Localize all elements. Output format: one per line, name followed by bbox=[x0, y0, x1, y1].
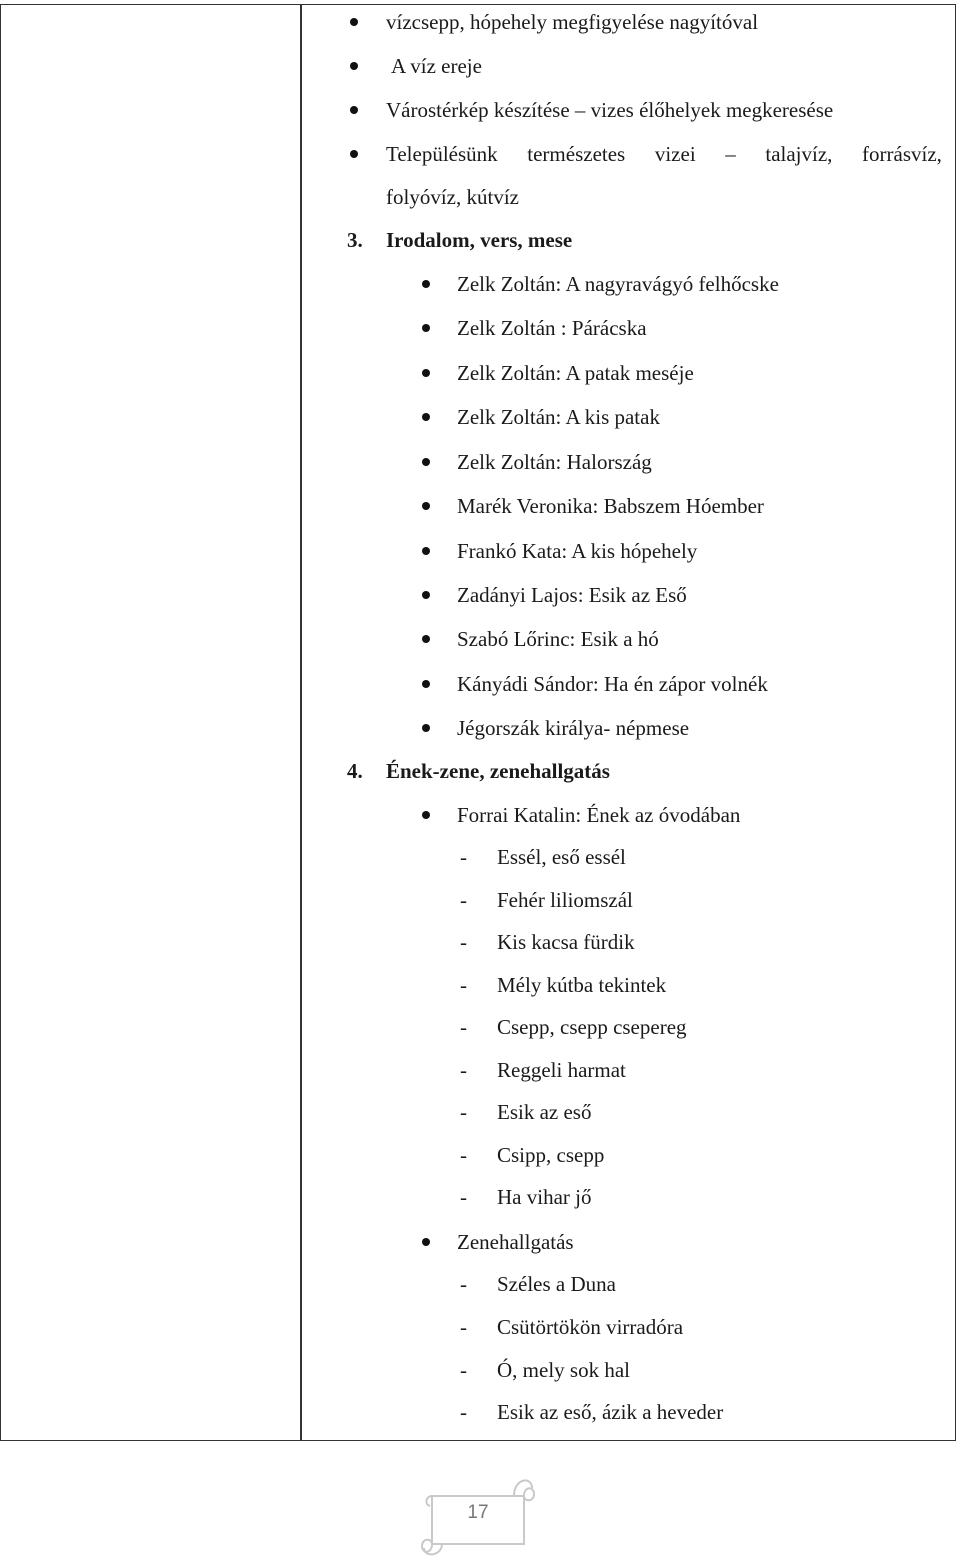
bullet-icon bbox=[350, 150, 358, 158]
list-item: Csütörtökön virradóra bbox=[497, 1315, 684, 1339]
list-item: A víz ereje bbox=[391, 54, 482, 78]
list-item: Ha vihar jő bbox=[497, 1185, 592, 1209]
bullet-icon bbox=[422, 324, 430, 332]
list-item: Csepp, csepp csepereg bbox=[497, 1015, 687, 1039]
dash-marker: - bbox=[460, 1358, 467, 1382]
list-item: Esik az eső, ázik a heveder bbox=[497, 1400, 724, 1424]
column-divider bbox=[300, 5, 302, 1440]
dash-marker: - bbox=[460, 1400, 467, 1424]
bullet-icon bbox=[422, 811, 430, 819]
list-item: Esik az eső bbox=[497, 1100, 592, 1124]
word: vizei bbox=[654, 142, 696, 166]
list-item: Mély kútba tekintek bbox=[497, 973, 667, 997]
list-item: Zelk Zoltán : Párácska bbox=[457, 316, 647, 340]
list-item: Széles a Duna bbox=[497, 1272, 616, 1296]
dash-marker: - bbox=[460, 973, 467, 997]
list-item: Kányádi Sándor: Ha én zápor volnék bbox=[457, 672, 768, 696]
bullet-icon bbox=[350, 106, 358, 114]
dash-marker: - bbox=[460, 1185, 467, 1209]
list-item: Kis kacsa fürdik bbox=[497, 930, 635, 954]
dash-marker: - bbox=[460, 930, 467, 954]
list-item: Jégorszák királya- népmese bbox=[457, 716, 690, 740]
list-item: Zelk Zoltán: Halország bbox=[457, 450, 652, 474]
bullet-icon bbox=[422, 547, 430, 555]
bullet-icon bbox=[422, 458, 430, 466]
word: természetes bbox=[527, 142, 626, 166]
list-item: Frankó Kata: A kis hópehely bbox=[457, 539, 698, 563]
bullet-icon bbox=[422, 502, 430, 510]
word: forrásvíz, bbox=[862, 142, 942, 166]
bullet-icon bbox=[350, 62, 358, 70]
bullet-icon bbox=[422, 680, 430, 688]
list-item: Zelk Zoltán: A patak meséje bbox=[457, 361, 694, 385]
bullet-icon bbox=[422, 369, 430, 377]
list-item: Reggeli harmat bbox=[497, 1058, 626, 1082]
bullet-icon bbox=[422, 280, 430, 288]
list-item bbox=[386, 142, 942, 166]
list-item: Marék Veronika: Babszem Hóember bbox=[457, 494, 764, 518]
list-item: Szabó Lőrinc: Esik a hó bbox=[457, 627, 659, 651]
list-item-continuation: folyóvíz, kútvíz bbox=[386, 185, 519, 209]
dash-marker: - bbox=[460, 1058, 467, 1082]
section-number: 3. bbox=[347, 228, 363, 252]
word: talajvíz, bbox=[765, 142, 833, 166]
list-item: Essél, eső essél bbox=[497, 845, 626, 869]
list-item: vízcsepp, hópehely megfigyelése nagyítóval bbox=[386, 10, 759, 34]
dash-marker: - bbox=[460, 1015, 467, 1039]
page-number-scroll bbox=[420, 1474, 536, 1558]
left-cell bbox=[1, 5, 300, 1440]
dash-marker: - bbox=[460, 1272, 467, 1296]
list-item: Fehér liliomszál bbox=[497, 888, 633, 912]
dash-marker: - bbox=[460, 888, 467, 912]
list-item: Zelk Zoltán: A kis patak bbox=[457, 405, 660, 429]
bullet-icon bbox=[422, 413, 430, 421]
list-item: Forrai Katalin: Ének az óvodában bbox=[457, 803, 741, 827]
list-item: Zadányi Lajos: Esik az Eső bbox=[457, 583, 687, 607]
bullet-icon bbox=[422, 724, 430, 732]
bullet-icon bbox=[422, 1238, 430, 1246]
list-item: Zenehallgatás bbox=[457, 1230, 574, 1254]
bullet-icon bbox=[350, 18, 358, 26]
list-item: Várostérkép készítése – vizes élőhelyek megkeresése bbox=[386, 98, 834, 122]
list-item: Ó, mely sok hal bbox=[497, 1358, 630, 1382]
list-item: Csipp, csepp bbox=[497, 1143, 605, 1167]
word: Településünk bbox=[386, 142, 498, 166]
page-number: 17 bbox=[467, 1502, 489, 1523]
bullet-icon bbox=[422, 591, 430, 599]
bullet-icon bbox=[422, 635, 430, 643]
dash-marker: - bbox=[460, 1100, 467, 1124]
dash-marker: - bbox=[460, 1315, 467, 1339]
word: – bbox=[725, 142, 736, 166]
dash-marker: - bbox=[460, 1143, 467, 1167]
section-title: Irodalom, vers, mese bbox=[386, 228, 573, 252]
dash-marker: - bbox=[460, 845, 467, 869]
list-item: Zelk Zoltán: A nagyravágyó felhőcske bbox=[457, 272, 779, 296]
section-title: Ének-zene, zenehallgatás bbox=[386, 759, 610, 783]
section-number: 4. bbox=[347, 759, 363, 783]
